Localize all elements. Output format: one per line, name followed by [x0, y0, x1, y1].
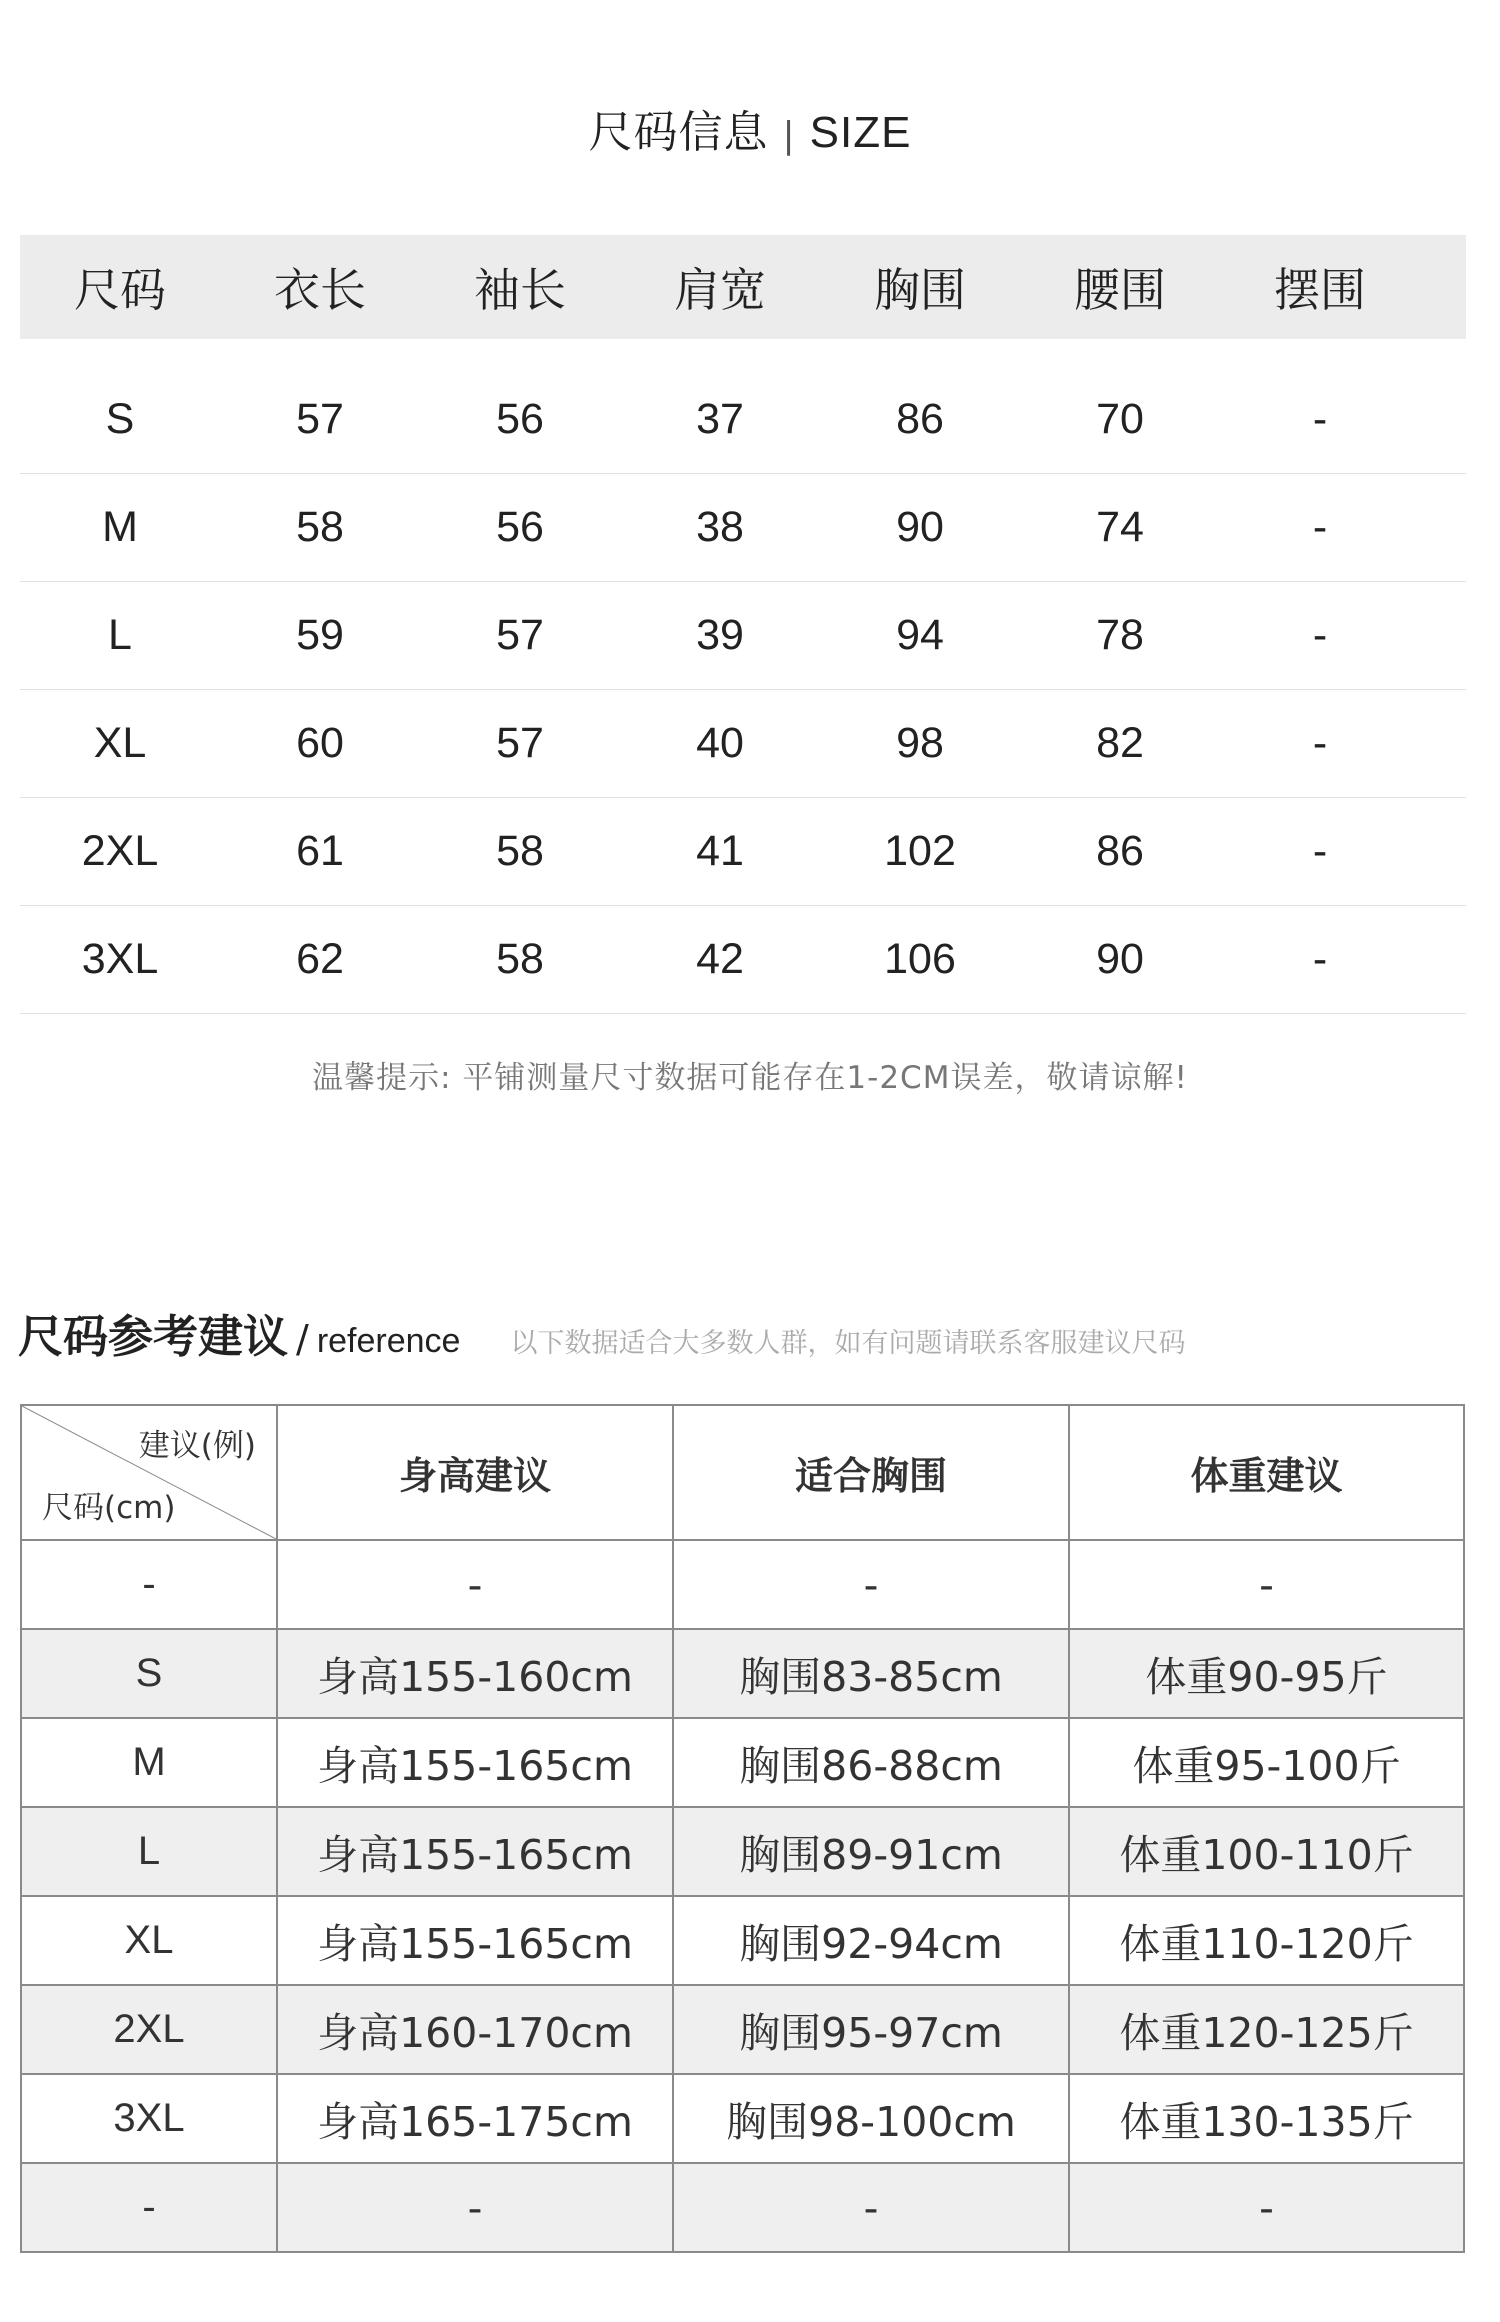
table-cell: M [102, 503, 138, 551]
reference-title [18, 1300, 1185, 1365]
table-cell: - [1069, 1540, 1464, 1629]
table-row [21, 1807, 1464, 1896]
table-cell: 2XL [21, 1985, 277, 2074]
table-row [21, 1896, 1464, 1985]
table-row [20, 582, 1466, 690]
table-cell: 57 [496, 719, 544, 767]
table-row [20, 798, 1466, 906]
table-cell: XL [21, 1896, 277, 1985]
table-cell: 98 [896, 719, 944, 767]
table-cell: 57 [296, 395, 344, 443]
measurement-note: 温馨提示: 平铺测量尺寸数据可能存在1-2CM误差，敬请谅解! [312, 1060, 1188, 1096]
table-cell: - [1312, 611, 1328, 659]
table-cell: 胸围95-97cm [673, 1985, 1069, 2074]
table-cell: 体重100-110斤 [1069, 1807, 1464, 1896]
table-cell: 70 [1096, 395, 1144, 443]
table-cell: - [21, 2163, 277, 2252]
table-cell: 42 [696, 935, 744, 983]
table-row [21, 1629, 1464, 1718]
table-row [21, 2163, 1464, 2252]
table-cell: 体重90-95斤 [1069, 1629, 1464, 1718]
size-table-body [20, 366, 1466, 1014]
table-cell: 106 [884, 935, 956, 983]
table-cell: 体重120-125斤 [1069, 1985, 1464, 2074]
table-cell: 56 [496, 395, 544, 443]
table-cell: 102 [884, 827, 956, 875]
table-cell: 身高155-160cm [277, 1629, 673, 1718]
table-cell: 身高165-175cm [277, 2074, 673, 2163]
table-cell: 57 [496, 611, 544, 659]
table-cell: 胸围98-100cm [673, 2074, 1069, 2163]
table-cell: 90 [1096, 935, 1144, 983]
table-row [21, 1540, 1464, 1629]
table-cell: 胸围92-94cm [673, 1896, 1069, 1985]
table-cell: 38 [696, 503, 744, 551]
table-cell: L [108, 611, 132, 659]
table-cell: 58 [496, 935, 544, 983]
reference-title-en: reference [316, 1322, 461, 1360]
table-cell: 59 [296, 611, 344, 659]
table-row [20, 690, 1466, 798]
table-cell: - [673, 1540, 1069, 1629]
table-cell: 86 [1096, 827, 1144, 875]
table-row [20, 366, 1466, 474]
table-row [21, 1985, 1464, 2074]
reference-title-zh: 尺码参考建议 [18, 1310, 289, 1363]
header-cell: 袖长 [474, 263, 566, 317]
table-row [20, 474, 1466, 582]
corner-bottom-label: 尺码(cm) [42, 1490, 176, 1526]
header-cell: 胸围 [874, 263, 966, 317]
table-cell: - [1312, 935, 1328, 983]
size-title-en: SIZE [809, 108, 912, 157]
table-cell: - [1312, 503, 1328, 551]
table-cell: - [1069, 2163, 1464, 2252]
table-cell: 41 [696, 827, 744, 875]
table-cell: 74 [1096, 503, 1144, 551]
size-table-header [20, 235, 1466, 339]
table-cell: 90 [896, 503, 944, 551]
table-cell: 身高155-165cm [277, 1896, 673, 1985]
table-cell: 2XL [81, 827, 159, 875]
table-cell: XL [93, 719, 147, 767]
header-cell: 腰围 [1074, 263, 1166, 317]
title-separator: | [782, 115, 796, 156]
table-row [20, 906, 1466, 1014]
table-cell: 3XL [81, 935, 159, 983]
table-cell: 78 [1096, 611, 1144, 659]
table-cell: 62 [296, 935, 344, 983]
table-cell: - [277, 2163, 673, 2252]
table-cell: 胸围89-91cm [673, 1807, 1069, 1896]
table-cell: 82 [1096, 719, 1144, 767]
table-cell: 61 [296, 827, 344, 875]
table-cell: - [673, 2163, 1069, 2252]
table-cell: 体重110-120斤 [1069, 1896, 1464, 1985]
table-cell: - [1312, 719, 1328, 767]
table-cell: 体重130-135斤 [1069, 2074, 1464, 2163]
corner-cell [21, 1405, 277, 1540]
reference-hint: 以下数据适合大多数人群，如有问题请联系客服建议尺码 [510, 1328, 1186, 1359]
table-cell: 身高155-165cm [277, 1807, 673, 1896]
table-cell: 40 [696, 719, 744, 767]
header-cell: 尺码 [74, 263, 166, 317]
table-cell: 58 [496, 827, 544, 875]
table-cell: 体重95-100斤 [1069, 1718, 1464, 1807]
table-cell: 身高155-165cm [277, 1718, 673, 1807]
table-cell: S [105, 395, 135, 443]
table-cell: L [21, 1807, 277, 1896]
table-cell: M [21, 1718, 277, 1807]
reference-header-row [21, 1405, 1464, 1540]
table-cell: - [1312, 827, 1328, 875]
size-title-zh: 尺码信息 [588, 107, 769, 158]
header-cell: 体重建议 [1069, 1405, 1464, 1540]
table-cell: 58 [296, 503, 344, 551]
table-cell: 胸围83-85cm [673, 1629, 1069, 1718]
header-cell: 适合胸围 [673, 1405, 1069, 1540]
table-cell: - [1312, 395, 1328, 443]
table-cell: 身高160-170cm [277, 1985, 673, 2074]
table-cell: 39 [696, 611, 744, 659]
table-cell: 86 [896, 395, 944, 443]
size-info-title [0, 103, 1500, 166]
header-cell: 肩宽 [674, 263, 766, 317]
table-cell: S [21, 1629, 277, 1718]
table-cell: 37 [696, 395, 744, 443]
header-cell: 衣长 [274, 263, 366, 317]
table-cell: 胸围86-88cm [673, 1718, 1069, 1807]
corner-top-label: 建议(例) [138, 1428, 256, 1464]
header-cell: 摆围 [1274, 263, 1366, 317]
table-cell: - [277, 1540, 673, 1629]
table-cell: 60 [296, 719, 344, 767]
table-cell: - [21, 1540, 277, 1629]
table-cell: 94 [896, 611, 944, 659]
table-row [21, 2074, 1464, 2163]
reference-title-slash: / [296, 1317, 309, 1361]
table-cell: 3XL [21, 2074, 277, 2163]
table-row [21, 1718, 1464, 1807]
reference-table [20, 1404, 1465, 2253]
table-cell: 56 [496, 503, 544, 551]
header-cell: 身高建议 [277, 1405, 673, 1540]
